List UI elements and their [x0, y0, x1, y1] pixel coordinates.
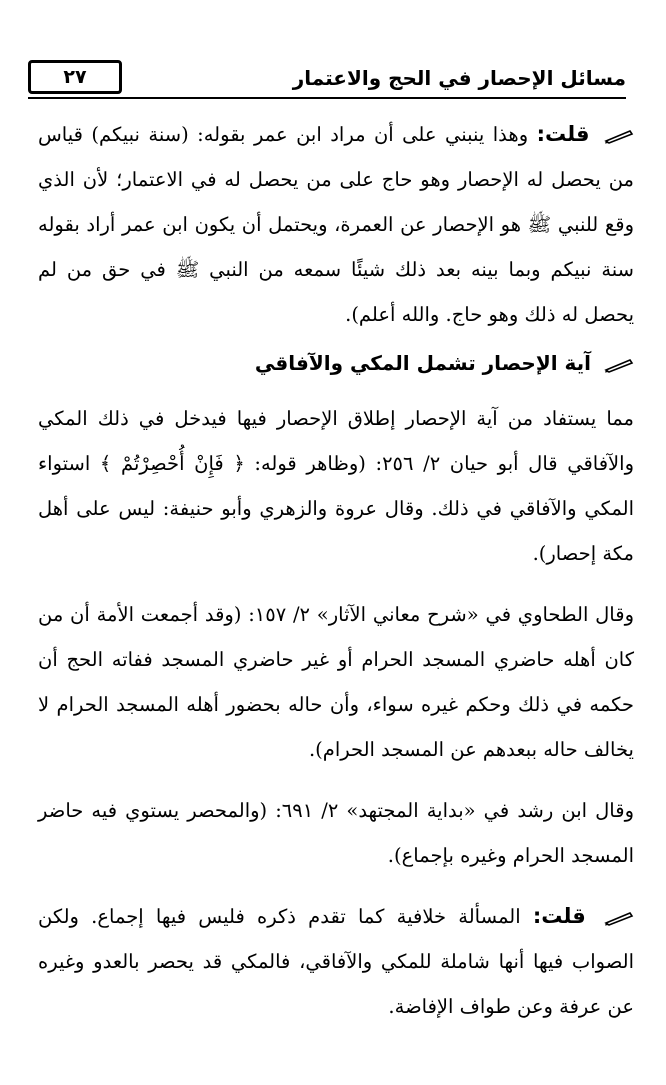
section-heading-text: آية الإحصار تشمل المكي والآفاقي — [254, 351, 592, 375]
note-paragraph — [38, 112, 634, 337]
pen-icon — [604, 357, 634, 373]
closing-text: المسألة خلافية كما تقدم ذكره فليس فيها إجماع. ولكن الصواب فيها أنها شاملة للمكي والآفاقي، فالمكي قد يحصر بالعدو وغيره عن عرفة وعن طواف الإفاضة. — [38, 905, 634, 1018]
page-body — [38, 112, 634, 1029]
running-title: مسائل الإحصار في الحج والاعتمار — [292, 66, 626, 90]
section-heading — [38, 341, 634, 386]
body-paragraph: وقال ابن رشد في «بداية المجتهد» ٢/ ٦٩١: (والمحصر يستوي فيه حاضر المسجد الحرام وغيره بإجماع). — [38, 799, 634, 867]
body-paragraph: مما يستفاد من آية الإحصار إطلاق الإحصار فيها فيدخل في ذلك المكي والآفاقي قال أبو حيان ٢/ ٢٥٦: (وظاهر قوله: ﴿ فَإِنْ أُحْصِرْتُمْ ﴾ استواء المكي والآفاقي في ذلك. وقال عروة والزهري وأبو حنيفة: ليس على أهل مكة إحصار). — [38, 407, 635, 565]
page-number: ٢٧ — [63, 66, 87, 88]
pen-icon — [604, 128, 634, 144]
note-text: وهذا ينبني على أن مراد ابن عمر بقوله: (سنة نبيكم) قياس من يحصل له الإحصار وهو حاج على من يحصل له في الاعتمار؛ لأن الذي وقع للنبي ﷺ هو الإحصار عن العمرة، ويحتمل أن يكون ابن عمر أراد بقوله سنة نبيكم وبما بينه بعد ذلك شيئًا سمعه من النبي ﷺ في حق من لم يحصل له ذلك وهو حاج. والله أعلم). — [38, 123, 634, 326]
body-paragraph: وقال الطحاوي في «شرح معاني الآثار» ٢/ ١٥٧: (وقد أجمعت الأمة أن من كان أهله حاضري المسجد الحرام أو غير حاضري المسجد ففاته الحج أن حكمه في ذلك وحكم غيره سواء، وأن حاله بحضور أهله المسجد الحرام لا يخالف حاله ببعدهم عن المسجد الحرام). — [38, 603, 634, 761]
header-rule — [28, 97, 626, 99]
closing-label: قلت: — [532, 904, 586, 928]
pen-icon — [604, 910, 634, 926]
closing-paragraph — [38, 894, 634, 1029]
note-label: قلت: — [536, 122, 590, 146]
page-header — [28, 60, 626, 100]
page-number-box — [28, 60, 122, 94]
